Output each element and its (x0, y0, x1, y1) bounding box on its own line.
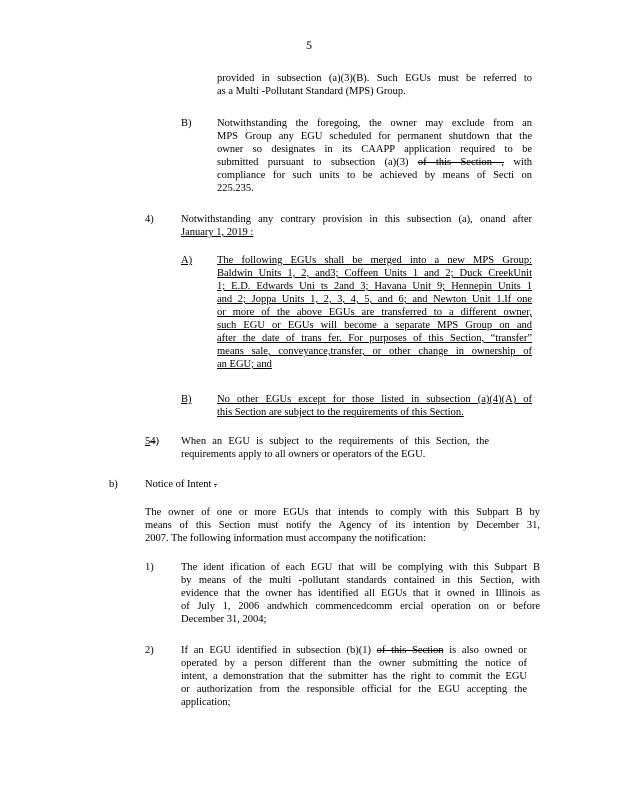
paragraph-a3a-continuation: provided in subsection (a)(3)(B). Such EGUs must be referred to as a Multi -Pollutant Standard (MPS) Group. (217, 73, 532, 97)
deleted-text: of this Section , (417, 157, 504, 168)
item-label-4: 4) (145, 214, 154, 225)
line-with-strikethrough: submitted pursuant to subsection (a)(3) of this Section , with (217, 157, 533, 168)
paragraph-a4a: The following EGUs shall be merged into a new MPS Group: Baldwin Units 1, 2, and3; Coffeen Units 1 and 2; Duck CreekUnit 1; E.D. Edwards Uni ts 2and 3; Havana Unit 9; Hennepin Units 1 and 2; Joppa Units 1, 2, 3, 4, 5, and 6; and Newton Unit 1.If one or more of the above EGUs are transferred to a different owner, such EGU or EGUs will become a separate MPS Group on and after the date of trans fer. For purposes of this Section, “transfer” means sale, conveyance,transfer, or other change in ownership of an EGU; and (217, 255, 532, 370)
item-label-5: 54) (145, 436, 159, 447)
paragraph-a3b: Notwithstanding the foregoing, the owner may exclude from an MPS Group any EGU scheduled for permanent shutdown that the owner so designates in its CAAPP application required to be submitted pursuant to subsection (a)(3) of this Section , with compliance for such units to be achieved by means of Secti on 225.235. (217, 118, 533, 194)
item-label-b: B) (181, 118, 192, 129)
paragraph-a4: Notwithstanding any contrary provision in this subsection (a), onand after January 1, 2019 : (181, 214, 532, 238)
paragraph-b1: The ident ification of each EGU that will be complying with this Subpart B by means of the multi -pollutant standards contained in this Section, with evidence that the owner has identified all EGUs that it owned in Illinois as of July 1, 2006 andwhich commencedcomm ercial operation on or before December 31, 2004; (181, 562, 540, 625)
item-label-2: 2) (145, 645, 154, 656)
paragraph-a4b: No other EGUs except for those listed in subsection (a)(4)(A) of this Section are subject to the requirements of this Section. (217, 394, 532, 418)
section-heading-notice-of-intent: Notice of Intent . (145, 479, 217, 490)
paragraph-b2: If an EGU identified in subsection (b)(1) of this Section is also owned or operated by a person different than the owner submitting the notice of intent, a demonstration that the submitter has the right to commit the EGU or authorization from the responsible official for the EGU accepting the application; (181, 645, 527, 708)
page-number: 5 (306, 38, 312, 52)
section-label-b: b) (109, 479, 118, 490)
deleted-text: of this Section (376, 645, 444, 656)
item-label-a: A) (181, 255, 193, 266)
paragraph-a5: When an EGU is subject to the requirements of this Section, the requirements apply to all owners or operators of the EGU. (181, 436, 489, 460)
item-label-1: 1) (145, 562, 154, 573)
line-with-strikethrough: If an EGU identified in subsection (b)(1) of this Section is also owned or (181, 645, 527, 656)
paragraph-b-intro: The owner of one or more EGUs that intends to comply with this Subpart B by means of this Section must notify the Agency of its intention by December 31, 2007. The following information must accompany the notification: (145, 507, 540, 544)
item-label-b-2: B) (181, 394, 192, 405)
